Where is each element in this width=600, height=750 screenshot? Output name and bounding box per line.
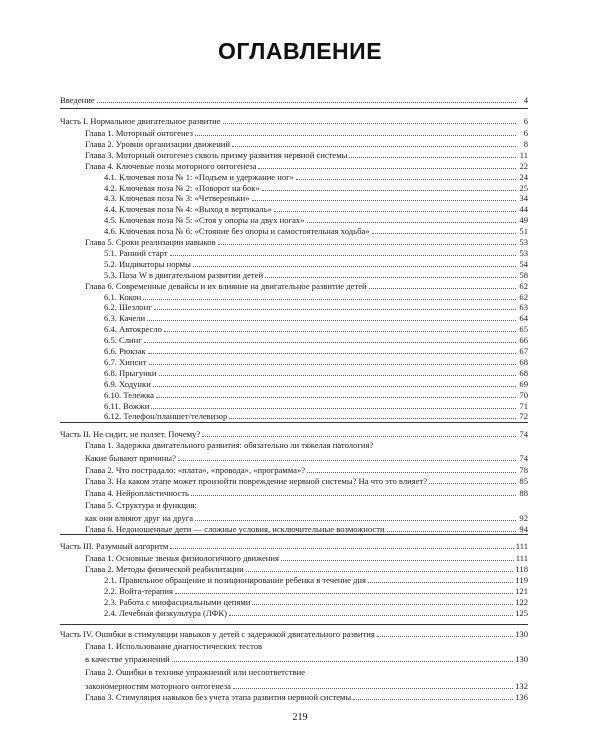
toc-entry[interactable]: Глава 6. Недоношенные дети — сложные условия, исключительные возможности 94 bbox=[85, 524, 528, 534]
toc-entry[interactable]: 2.1. Правильное обращение и позиционирование ребенка в течение дня 119 bbox=[104, 575, 528, 585]
toc-entry[interactable]: Глава 4. Ключевые позы моторного онтогенеза 22 bbox=[85, 160, 528, 171]
toc-entry[interactable]: 6.7. Хипсит 68 bbox=[104, 356, 528, 367]
toc-entry[interactable]: 4.1. Ключевая поза № 1: «Подъем и удержание ног» 24 bbox=[104, 171, 528, 182]
toc-entry[interactable]: Глава 4. Нейропластичность 88 bbox=[85, 487, 528, 498]
toc-entry[interactable]: Глава 3. На каком этапе может произойти повреждение нервной системы? На что это влияет? 85 bbox=[85, 476, 528, 487]
toc-entry[interactable]: в качестве упражнений 130 bbox=[85, 654, 528, 664]
toc-entry-line[interactable]: Глава 1. Задержка двигательного развития: обязательно ли тяжелая патология? bbox=[85, 440, 374, 450]
toc-entry[interactable]: Глава 5. Сроки реализации навыков 53 bbox=[85, 237, 528, 247]
toc-entry[interactable]: закономерностям моторного онтогенеза 132 bbox=[85, 681, 528, 691]
toc-entry[interactable]: 5.1. Ранний старт 53 bbox=[104, 247, 528, 258]
toc-entry-line[interactable]: Глава 1. Использование диагностических тестов bbox=[85, 641, 263, 651]
toc-entry[interactable]: Глава 6. Современные девайсы и их влияние на двигательное развитие детей 62 bbox=[85, 280, 528, 291]
toc-entry[interactable]: 2.2. Войта-терапия 121 bbox=[104, 586, 528, 596]
toc-entry[interactable]: как они влияют друг на друга 92 bbox=[85, 513, 528, 523]
toc-entry-line[interactable]: Глава 5. Структура и функция: bbox=[85, 500, 197, 510]
toc-entry[interactable]: 4.3. Ключевая поза № 3: «Четвереньки» 34 bbox=[104, 193, 528, 204]
toc-entry[interactable]: 2.3. Работа с миофасциальными цепями 122 bbox=[104, 597, 528, 607]
toc-part-heading[interactable]: Часть III. Разумный алгоритм 111 bbox=[60, 541, 528, 551]
toc-entry[interactable]: Глава 2. Методы физической реабилитации 118 bbox=[85, 564, 528, 574]
toc-entry[interactable]: 6.6. Рюкзак 67 bbox=[104, 346, 528, 356]
toc-entry[interactable]: Глава 3. Моторный онтогенез сквозь призму развития нервной системы 11 bbox=[85, 149, 528, 160]
toc-entry[interactable]: 6.5. Слинг 66 bbox=[104, 335, 528, 346]
divider bbox=[60, 624, 528, 625]
toc-entry[interactable]: 6.1. Кокон 62 bbox=[104, 291, 528, 302]
toc-entry[interactable]: 6.2. Шезлонг 63 bbox=[104, 302, 528, 313]
toc-entry[interactable]: 6.12. Телефон/планшет/телевизор 72 bbox=[104, 411, 528, 422]
toc-entry[interactable]: Глава 2. Что пострадало: «плата», «провода», «программа»? 78 bbox=[85, 464, 528, 475]
toc-entry[interactable]: 4.4. Ключевая поза № 4: «Выход в вертикаль» 44 bbox=[104, 204, 528, 215]
page-number: 219 bbox=[292, 712, 308, 723]
divider bbox=[60, 108, 528, 109]
toc-entry[interactable]: Глава 1. Основные звенья физиологичного движения 111 bbox=[85, 553, 528, 563]
toc-part-heading[interactable]: Часть IV. Ошибки в стимуляции навыков у детей с задержкой двигательного развития 130 bbox=[60, 629, 528, 639]
page-title: ОГЛАВЛЕНИЕ bbox=[217, 38, 383, 64]
divider bbox=[60, 422, 528, 423]
toc-entry[interactable]: 6.8. Прыгунки 68 bbox=[104, 367, 528, 378]
toc-entry[interactable]: 4.5. Ключевая поза № 5: «Стоя у опоры на двух ногах» 49 bbox=[104, 215, 528, 226]
toc-entry-intro[interactable]: Введение 4 bbox=[60, 95, 528, 105]
toc-entry[interactable]: 6.10. Тележка 70 bbox=[104, 389, 528, 400]
toc-part-heading[interactable]: Часть II. Не сидит, не ползет. Почему? 74 bbox=[60, 429, 528, 439]
divider bbox=[60, 534, 528, 535]
toc-entry[interactable]: Глава 3. Стимуляция навыков без учета этапа развития нервной системы 136 bbox=[85, 691, 528, 702]
toc-entry[interactable]: 4.6. Ключевая поза № 6: «Стояние без опоры и самостоятельная ходьба» 51 bbox=[104, 226, 528, 237]
toc-entry[interactable]: 6.3. Качели 64 bbox=[104, 313, 528, 324]
toc-entry[interactable]: 4.2. Ключевая поза № 2: «Поворот на бок» 25 bbox=[104, 182, 528, 193]
toc-entry[interactable]: 5.2. Индикаторы нормы 54 bbox=[104, 258, 528, 269]
toc-entry[interactable]: Какие бывают причины? 74 bbox=[85, 453, 528, 463]
toc-entry[interactable]: Глава 2. Уровни организации движений 8 bbox=[85, 138, 528, 149]
toc-entry[interactable]: 6.4. Автокресло 65 bbox=[104, 324, 528, 335]
toc-entry-line[interactable]: Глава 2. Ошибки в технике упражнений или несоответствие bbox=[85, 667, 306, 677]
toc-entry[interactable]: 2.4. Лечебная физкультура (ЛФК) 125 bbox=[104, 608, 528, 618]
toc-part-heading[interactable]: Часть I. Нормальное двигательное развитие 6 bbox=[60, 116, 528, 126]
toc-entry[interactable]: Глава 1. Моторный онтогенез 6 bbox=[85, 128, 528, 138]
toc-entry[interactable]: 5.3. Поза W в двигательном развитии детей 58 bbox=[104, 269, 528, 280]
toc-entry[interactable]: 6.9. Ходунки 69 bbox=[104, 378, 528, 389]
toc-entry[interactable]: 6.11. Вожжи 71 bbox=[104, 400, 528, 411]
